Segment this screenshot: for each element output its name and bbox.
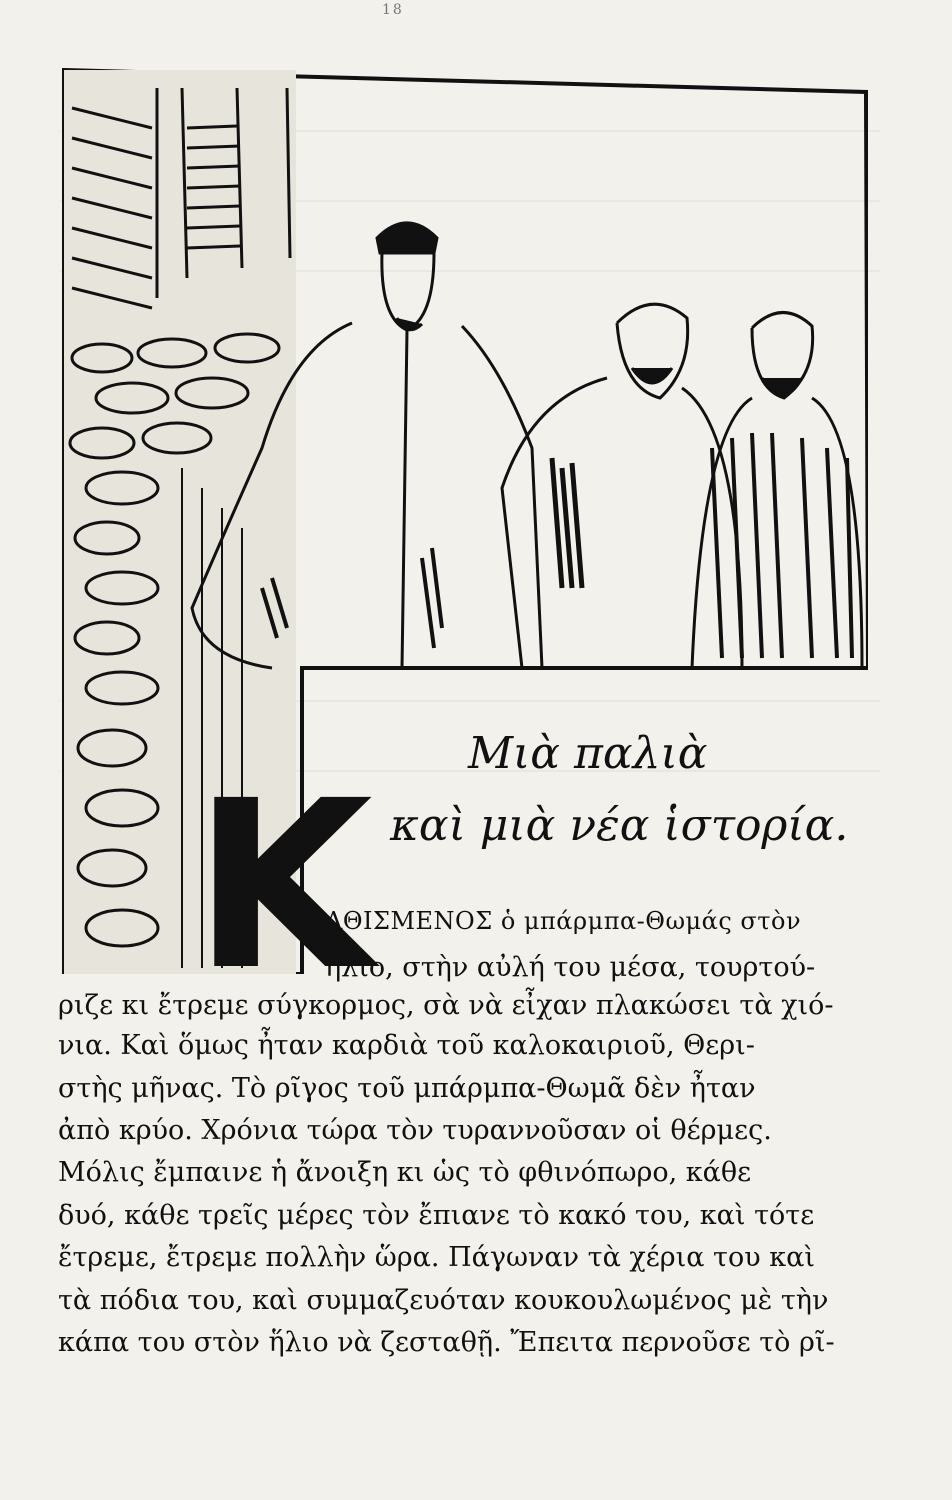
chapter-title-line-2: καὶ μιὰ νέα ἱστορία. bbox=[390, 800, 849, 851]
body-line: ΑΘΙΣΜΕΝΟΣ ὁ μπάρμπα-Θωμάς στὸν bbox=[325, 907, 802, 935]
body-line: νια. Καὶ ὅμως ἦταν καρδιὰ τοῦ καλοκαιριοῦ, Θερι- bbox=[58, 1030, 755, 1061]
body-line: ἀπὸ κρύο. Χρόνια τώρα τὸν τυραννοῦσαν οἱ θέρμες. bbox=[58, 1115, 772, 1146]
page-number: 18 bbox=[382, 2, 404, 18]
chapter-title-line-1: Μιὰ παλιὰ bbox=[468, 728, 708, 779]
body-line: κάπα του στὸν ἥλιο νὰ ζεσταθῇ. Ἔπειτα περνοῦσε τὸ ρῖ- bbox=[58, 1327, 835, 1358]
body-line: Μόλις ἔμπαινε ἡ ἄνοιξη κι ὡς τὸ φθινόπωρο, κάθε bbox=[58, 1157, 752, 1188]
drop-cap: Κ bbox=[193, 751, 373, 1021]
body-line: ἔτρεμε, ἔτρεμε πολλὴν ὥρα. Πάγωναν τὰ χέρια του καὶ bbox=[58, 1242, 815, 1273]
body-line: στὴς μῆνας. Τὸ ρῖγος τοῦ μπάρμπα-Θωμᾶ δὲν ἦταν bbox=[58, 1073, 756, 1104]
body-line: δυό, κάθε τρεῖς μέρες τὸν ἔπιανε τὸ κακό του, καὶ τότε bbox=[58, 1200, 815, 1231]
body-line: τὰ πόδια του, καὶ συμμαζευόταν κουκουλωμένος μὲ τὴν bbox=[58, 1285, 829, 1316]
body-line: ριζε κι ἔτρεμε σύγκορμος, σὰ νὰ εἶχαν πλακώσει τὰ χιό- bbox=[58, 990, 834, 1021]
body-line: ἥλιο, στὴν αὐλή του μέσα, τουρτού- bbox=[325, 952, 816, 983]
